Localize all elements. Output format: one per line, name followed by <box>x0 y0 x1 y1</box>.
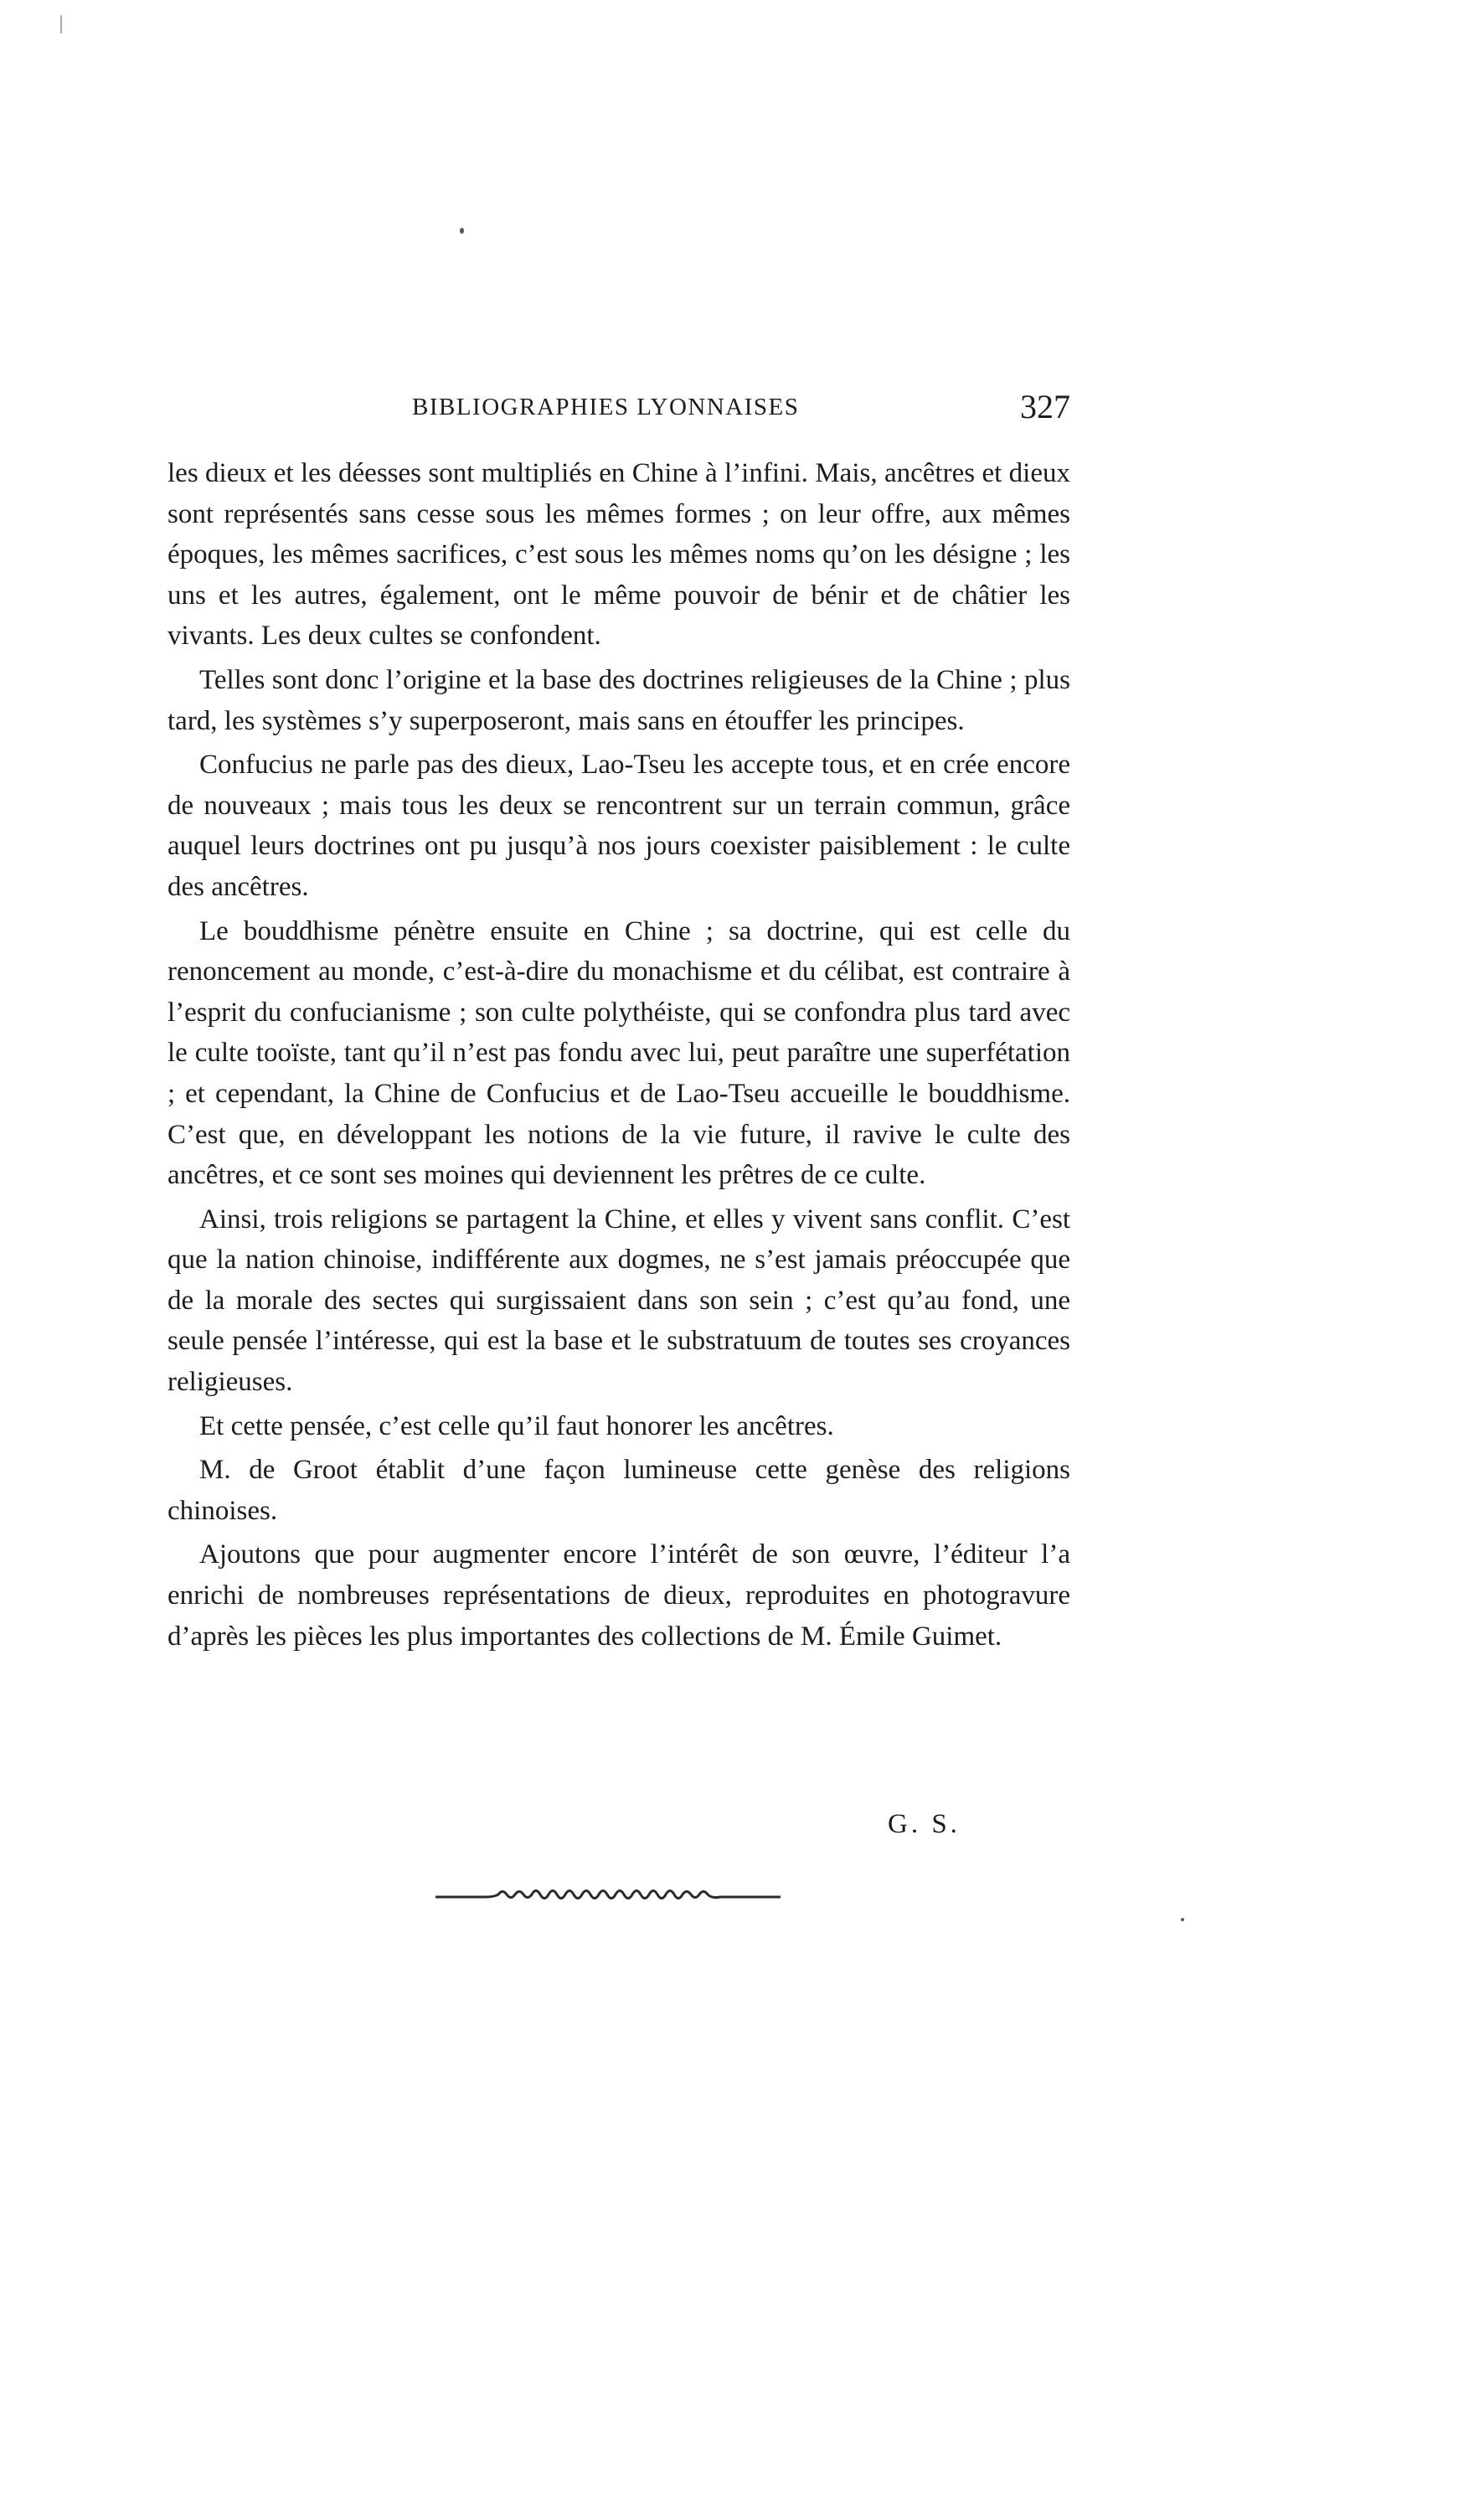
wavy-rule-ornament-icon <box>435 1884 781 1910</box>
author-signature: G. S. <box>888 1809 961 1839</box>
paragraph: Ainsi, trois religions se partagent la Chine, et elles y vivent sans conflit. C’est que la nation chinoise, indifférente aux dogmes, ne s’est jamais préoccupée que de la morale des sectes qui surgissaient dans son sein ; c’est qu’au fond, une seule pensée l’intéresse, qui est la base et le substratuum de toutes ses croyances religieuses. <box>167 1204 1070 1398</box>
ornament-rule <box>435 1891 781 1899</box>
running-head <box>167 387 1070 437</box>
paragraph: Et cette pensée, c’est celle qu’il faut honorer les ancêtres. <box>199 1410 834 1441</box>
page-number: 327 <box>1020 388 1070 425</box>
paragraph: Telles sont donc l’origine et la base des doctrines religieuses de la Chine ; plus tard, les systèmes s’y superposeront, mais sans en étouffer les principes. <box>167 664 1070 736</box>
paragraph: Confucius ne parle pas des dieux, Lao-Tseu les accepte tous, et en crée encore de nouveaux ; mais tous les deux se rencontrent sur un terrain commun, grâce auquel leurs doctrines ont pu jusqu’à nos jours coexister paisiblement : le culte des ancêtres. <box>167 750 1070 902</box>
ink-speck <box>1181 1918 1184 1921</box>
ink-speck <box>60 15 62 34</box>
paragraph: M. de Groot établit d’une façon lumineuse cette genèse des religions chinoises. <box>167 1455 1070 1526</box>
body-text <box>167 453 1070 1660</box>
running-title: BIBLIOGRAPHIES LYONNAISES <box>412 394 800 420</box>
paragraph: les dieux et les déesses sont multipliés en Chine à l’infini. Mais, ancêtres et dieux sont représentés sans cesse sous les mêmes formes ; on leur offre, aux mêmes époques, les mêmes sacrifices, c’est sous les mêmes noms qu’on les désigne ; les uns et les autres, également, ont le même pouvoir de bénir et de châtier les vivants. Les deux cultes se confondent. <box>167 458 1070 652</box>
paragraph: Le bouddhisme pénètre ensuite en Chine ; sa doctrine, qui est celle du renoncement au monde, c’est-à-dire du monachisme et du célibat, est contraire à l’esprit du confucianisme ; son culte polythéiste, qui se confondra plus tard avec le culte tooïste, tant qu’il n’est pas fondu avec lui, peut paraître une superfétation ; et cependant, la Chine de Confucius et de Lao-Tseu accueille le bouddhisme. C’est que, en développant les notions de la vie future, il ravive le culte des ancêtres, et ce sont ses moines qui deviennent les prêtres de ce culte. <box>167 915 1070 1191</box>
ink-speck <box>460 228 464 234</box>
paragraph: Ajoutons que pour augmenter encore l’intérêt de son œuvre, l’éditeur l’a enrichi de nombreuses représentations de dieux, reproduites en photogravure d’après les pièces les plus importantes des collections de M. Émile Guimet. <box>167 1539 1070 1652</box>
